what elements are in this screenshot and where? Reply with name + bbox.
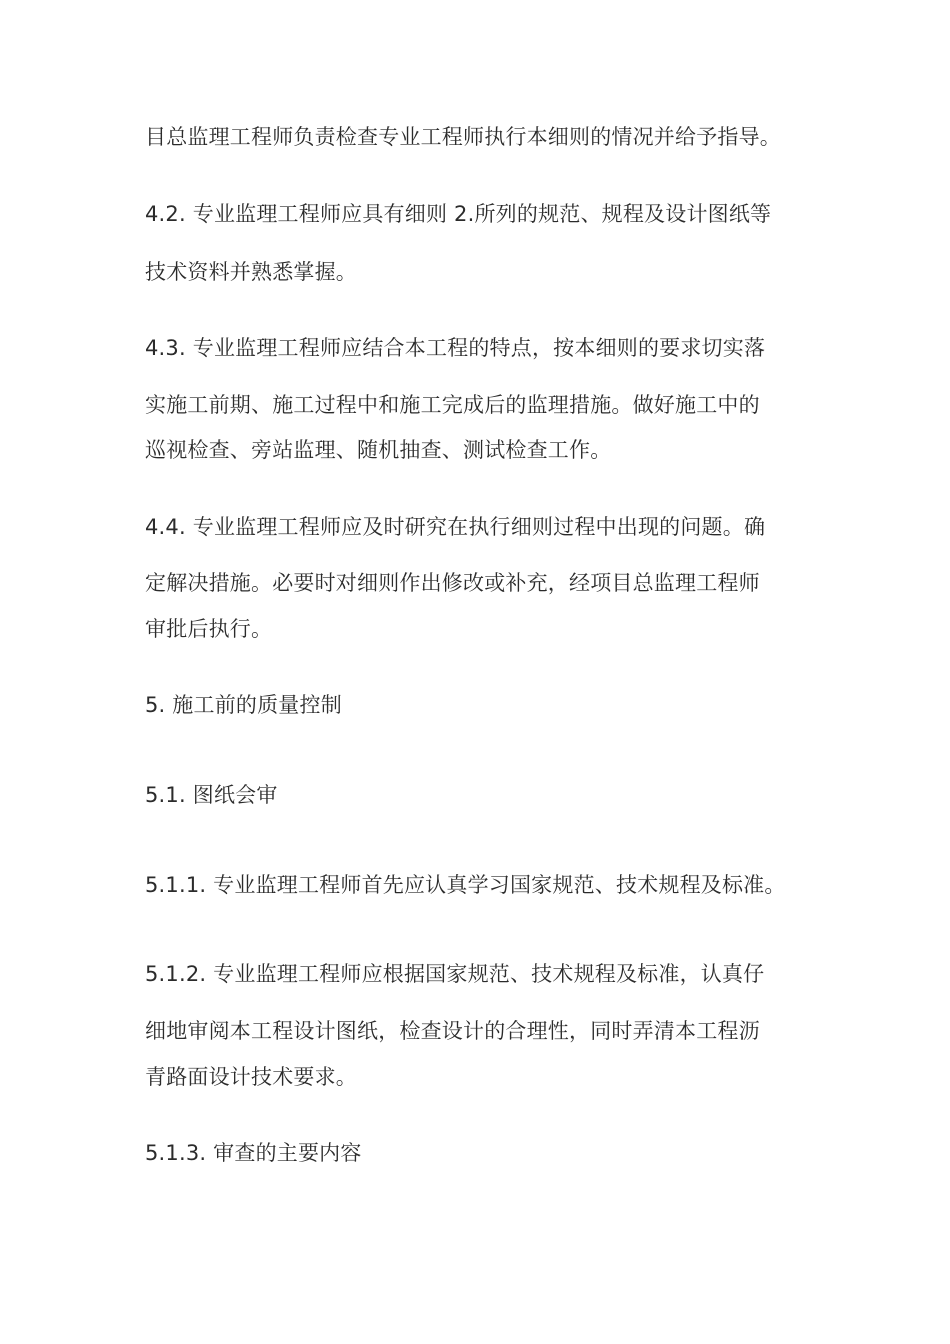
text-line-4: 4.3. 专业监理工程师应结合本工程的特点，按本细则的要求切实落 xyxy=(145,336,766,360)
text-line-7: 4.4. 专业监理工程师应及时研究在执行细则过程中出现的问题。确 xyxy=(145,515,766,539)
section-heading-5-1: 5.1. 图纸会审 xyxy=(145,783,278,807)
text-line-1: 目总监理工程师负责检查专业工程师执行本细则的情况并给予指导。 xyxy=(145,125,781,149)
text-line-13: 5.1.2. 专业监理工程师应根据国家规范、技术规程及标准，认真仔 xyxy=(145,962,765,986)
text-line-3: 技术资料并熟悉掌握。 xyxy=(145,260,357,284)
text-line-6: 巡视检查、旁站监理、随机抽查、测试检查工作。 xyxy=(145,438,612,462)
text-line-8: 定解决措施。必要时对细则作出修改或补充，经项目总监理工程师 xyxy=(145,571,760,595)
text-line-9: 审批后执行。 xyxy=(145,617,273,641)
text-line-5: 实施工前期、施工过程中和施工完成后的监理措施。做好施工中的 xyxy=(145,393,760,417)
text-line-2: 4.2. 专业监理工程师应具有细则 2.所列的规范、规程及设计图纸等 xyxy=(145,202,772,226)
text-line-14: 细地审阅本工程设计图纸，检查设计的合理性，同时弄清本工程沥 xyxy=(145,1019,760,1043)
text-line-15: 青路面设计技术要求。 xyxy=(145,1065,357,1089)
text-line-12: 5.1.1. 专业监理工程师首先应认真学习国家规范、技术规程及标准。 xyxy=(145,873,786,897)
section-heading-5-1-3: 5.1.3. 审查的主要内容 xyxy=(145,1141,362,1165)
section-heading-5: 5. 施工前的质量控制 xyxy=(145,693,342,717)
